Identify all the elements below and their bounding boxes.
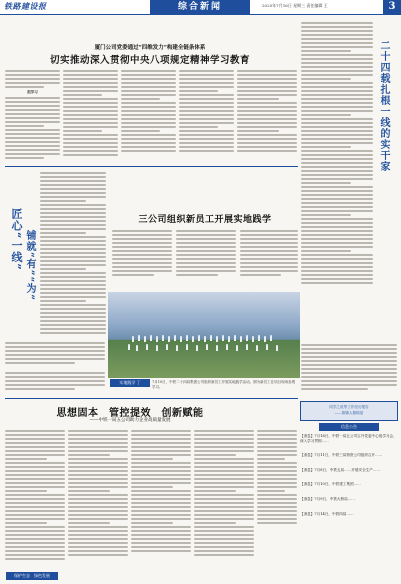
section-title: 综合新闻	[150, 0, 250, 14]
right-lower-body	[301, 342, 397, 402]
left-feature-title-b: 铺就“有”“为”	[24, 230, 35, 302]
bottom-divider	[5, 398, 298, 399]
photo-label: 实地践学 丁	[110, 379, 150, 387]
newspaper-logo: 铁路建设报	[4, 1, 47, 11]
notice-item: 【消息】7月10日，中铁建工集团……	[300, 482, 361, 487]
bottom-story-col-5	[257, 428, 297, 568]
right-feature-body	[301, 20, 373, 338]
notice-item: 【消息】7月16日，中铁一局五公司召开党委中心组学习会，深入学习贯彻……	[300, 434, 397, 443]
notice-item: 【消息】7月8日，中铁五局……开展安全生产……	[300, 467, 381, 472]
page-number: 3	[383, 0, 401, 14]
middle-story-col-2	[176, 228, 236, 290]
notice-item: 【消息】7月14日，中铁四局……	[300, 511, 354, 516]
bottom-story-col-4	[194, 428, 254, 568]
top-story-headline: 切实推动深入贯彻中央八项规定精神学习教育	[49, 55, 250, 66]
notice-item: 【消息】7月11日，中铁三局物资公司组织召开……	[300, 453, 383, 458]
left-feature-body	[40, 170, 106, 338]
right-banner-title: 二十四载扎根一线的实干家	[378, 40, 389, 172]
group-photo	[108, 292, 300, 378]
left-lower-body-2	[5, 370, 105, 392]
middle-story-col-3	[240, 228, 298, 290]
photo-caption: 7月10日，中铁二十四局集团公司组织新员工开展实地践学活动。图为新员工在项目现场参观学习。	[152, 380, 296, 389]
subhead: 抓学习	[27, 90, 38, 94]
ad-line-1: 同学之说等工作经历报告	[329, 405, 369, 409]
left-lower-body	[5, 340, 105, 368]
bottom-story-col-1	[5, 428, 65, 568]
top-story-col-2	[63, 68, 118, 164]
bottom-story-kicker: ——中铁一局五公司助力企业高质量发展	[89, 418, 171, 423]
bottom-story-col-2	[68, 428, 128, 568]
top-story-col-3	[121, 68, 176, 164]
top-story-col-4	[179, 68, 234, 164]
top-story-kicker: 厦门公司党委通过“四维发力”构建全链条体系	[94, 45, 206, 51]
section-divider	[5, 166, 298, 167]
left-feature-title-a: 匠心“一线”	[10, 208, 23, 271]
notices-list	[300, 434, 397, 574]
ad-box	[300, 401, 398, 421]
notice-item: 【消息】7月9日，中铁大桥局……	[300, 496, 355, 501]
middle-story-headline: 三公司组织新员工开展实地践学	[138, 215, 272, 225]
masthead-rule	[0, 14, 401, 15]
bottom-story-headline: 思想固本 管控提效 创新赋能	[56, 408, 204, 419]
ad-line-2: ——陈锦人陈锦星	[334, 411, 364, 415]
bottom-story-col-3	[131, 428, 191, 568]
middle-story-col-1	[112, 228, 172, 290]
issue-info: 2025年7月16日 星期三 责任编辑 王	[262, 3, 328, 8]
notices-title: 信息公告	[319, 423, 379, 431]
footer-tag: 保护生态 绿色发展	[6, 572, 58, 580]
top-story-col-5	[237, 68, 297, 164]
top-story-col-1	[5, 68, 60, 164]
